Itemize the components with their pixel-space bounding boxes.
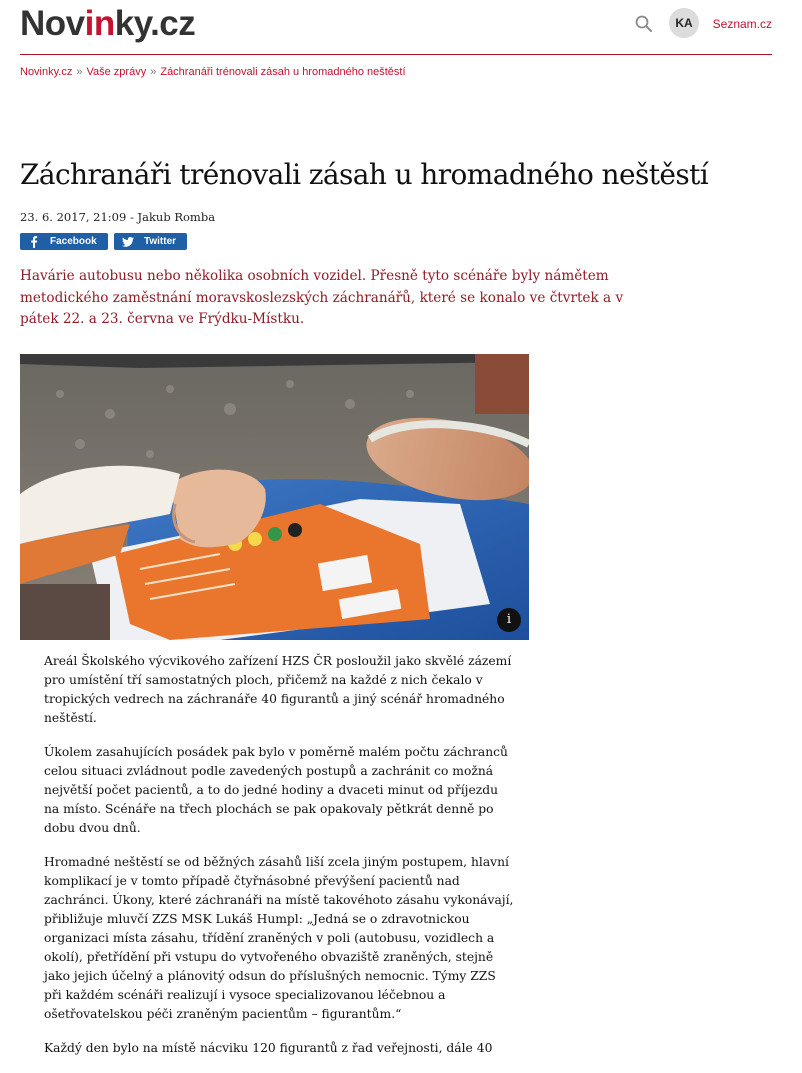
share-twitter-label: Twitter — [144, 236, 177, 247]
share-twitter-button[interactable] — [114, 233, 187, 250]
breadcrumb — [20, 66, 406, 78]
facebook-icon — [20, 236, 48, 248]
article-photo[interactable] — [20, 354, 529, 640]
user-avatar[interactable]: KA — [669, 8, 699, 38]
photo-illustration — [20, 354, 529, 640]
novinky-logo[interactable] — [20, 4, 195, 44]
search-button[interactable] — [634, 14, 654, 34]
article-paragraph: Hromadné neštěstí se od běžných zásahů liší zcela jiným postupem, hlavní komplikací je v tomto případě čtyřnásobné převýšení pacientů nad zachránci. Úkony, které záchranáři na místě takovéhoto zásahu vykonávají, přibližuje mluvčí ZZS MSK Lukáš Humpl: „Jedná se o zdravotnickou organizaci místa zásahu, třídění zraněných v poli (autobusu, vozidlech a okolí), přetřídění při vstupu do vytvořeného obvaziště zraněných, stejně jako jejich účelný a plánovitý odsun do příslušných nemocnic. Týmy ZZS při každém scénáři realizují i vysoce specializovanou léčebnou a ošetřovatelskou péči zraněným pacientům – figurantům.“ — [44, 855, 514, 1021]
logo-accent: in — [84, 4, 115, 43]
share-facebook-label: Facebook — [50, 236, 97, 247]
logo-suffix: ky.cz — [114, 4, 196, 43]
breadcrumb-current[interactable]: Záchranáři trénovali zásah u hromadného neštěstí — [160, 66, 406, 78]
photo-info-button[interactable]: i — [497, 608, 521, 632]
article-paragraph: Úkolem zasahujících posádek pak bylo v poměrně malém počtu záchranců celou situaci zvládnout podle zavedených postupů a zachránit co možná největší počet pacientů, a to do jedné hodiny a dvaceti minut od příjezdu na místo. Scénáře na třech plochách se pak opakovaly pětkrát denně po dobu dvou dnů. — [44, 745, 508, 835]
share-facebook-button[interactable] — [20, 233, 108, 250]
site-header — [20, 0, 772, 55]
breadcrumb-home[interactable]: Novinky.cz — [20, 66, 73, 78]
article-meta: 23. 6. 2017, 21:09 - Jakub Romba — [20, 210, 216, 224]
article-paragraph: Areál Školského výcvikového zařízení HZS ČR posloužil jako skvělé zázemí pro umístění tří samostatných ploch, přičemž na každé z nich čekalo v tropických vedrech na záchranáře 40 figurantů a jiný scénář hromadného neštěstí. — [44, 654, 512, 725]
article-paragraph: Každý den bylo na místě nácviku 120 figurantů z řad veřejnosti, dále 40 — [44, 1041, 493, 1055]
article-title: Záchranáři trénovali zásah u hromadného neštěstí — [20, 158, 709, 191]
breadcrumb-separator: » — [150, 66, 157, 78]
breadcrumb-section[interactable]: Vaše zprávy — [86, 66, 147, 78]
logo-prefix: Nov — [20, 4, 85, 43]
seznam-link[interactable]: Seznam.cz — [712, 17, 772, 31]
breadcrumb-separator: » — [76, 66, 83, 78]
search-icon — [634, 14, 654, 34]
twitter-icon — [114, 237, 142, 247]
article-body — [44, 652, 514, 1073]
article-perex: Havárie autobusu nebo několika osobních vozidel. Přesně tyto scénáře byly námětem metodického zaměstnání moravskoslezských záchranářů, které se konalo ve čtvrtek a v pátek 22. a 23. června ve Frýdku-Místku. — [20, 268, 624, 327]
